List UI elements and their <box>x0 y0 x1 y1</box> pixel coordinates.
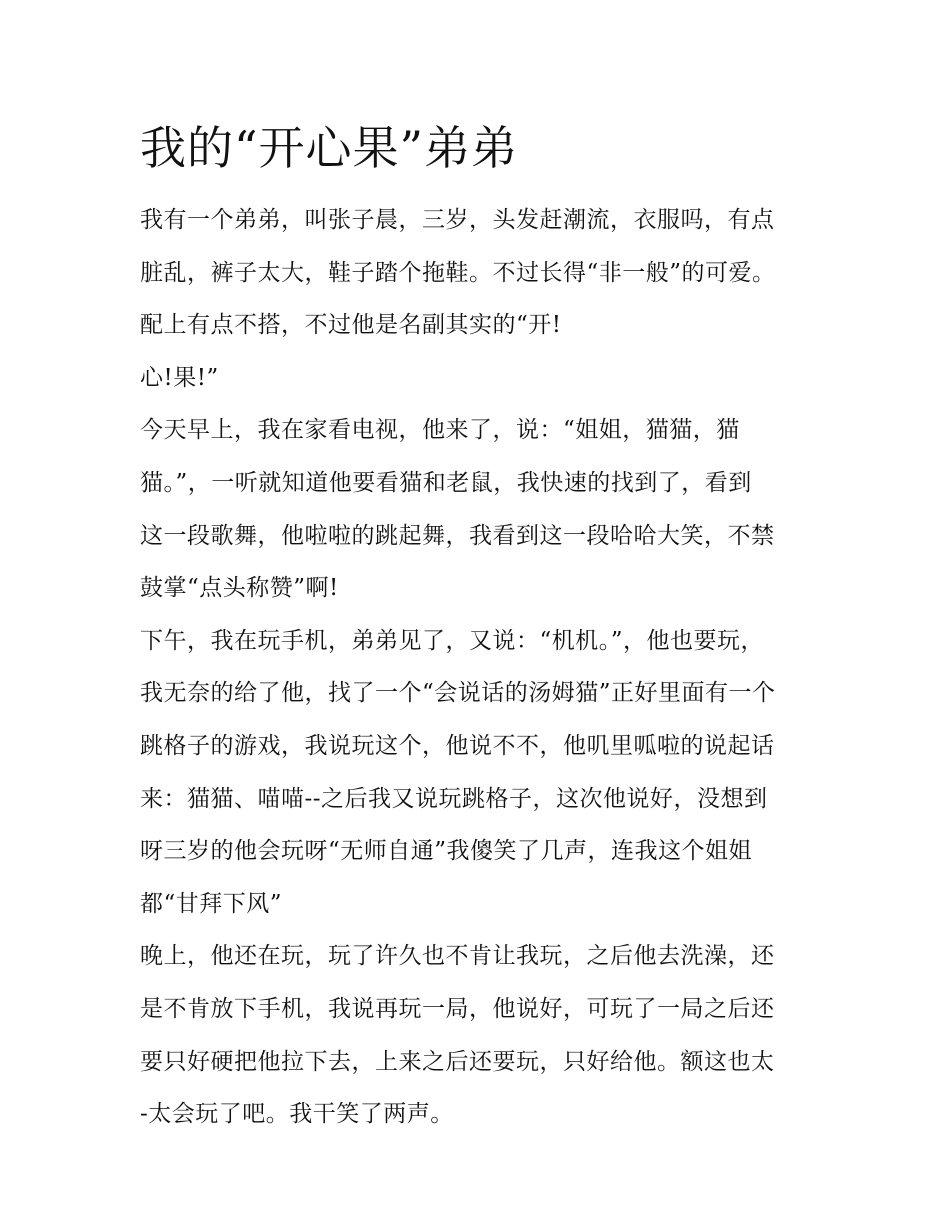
text-line: 心!果!” <box>140 364 219 391</box>
document-title: 我的“开心果”弟弟 <box>140 121 519 175</box>
text-line: 脏乱，裤子太大，鞋子踏个拖鞋。不过长得“非一般”的可爱。 <box>140 259 776 286</box>
text-line: 来：猫猫、喵喵--之后我又说玩跳格子，这次他说好，没想到 <box>140 785 768 812</box>
text-line: 跳格子的游戏，我说玩这个，他说不不，他叽里呱啦的说起话 <box>140 732 775 759</box>
text-line: 今天早上，我在家看电视，他来了，说：“姐姐，猫猫，猫 <box>140 417 740 444</box>
text-line: 我有一个弟弟，叫张子晨，三岁，头发赶潮流，衣服吗，有点 <box>140 207 775 233</box>
text-line: 鼓掌“点头称赞”啊! <box>140 575 339 602</box>
text-line: 这一段歌舞，他啦啦的跳起舞，我看到这一段哈哈大笑，不禁 <box>140 522 775 549</box>
text-line: 呀三岁的他会玩呀“无师自通”我傻笑了几声，连我这个姐姐 <box>140 838 753 865</box>
text-line: 配上有点不搭，不过他是名副其实的“开! <box>140 312 562 339</box>
text-line: 要只好硬把他拉下去，上来之后还要玩，只好给他。额这也太 <box>140 1048 775 1075</box>
text-line: 是不肯放下手机，我说再玩一局，他说好，可玩了一局之后还 <box>140 995 775 1022</box>
text-line: 晚上，他还在玩，玩了许久也不肯让我玩，之后他去洗澡，还 <box>140 943 775 970</box>
document-page <box>140 116 820 1141</box>
document-body <box>140 194 820 1141</box>
text-line: 我无奈的给了他，找了一个“会说话的汤姆猫”正好里面有一个 <box>140 680 776 707</box>
text-line: 猫。”，一听就知道他要看猫和老鼠，我快速的找到了，看到 <box>140 469 752 496</box>
text-line: 都“甘拜下风” <box>140 890 283 917</box>
text-line: -太会玩了吧。我干笑了两声。 <box>140 1101 454 1128</box>
text-line: 下午，我在玩手机，弟弟见了，又说：“机机。”，他也要玩， <box>140 627 765 654</box>
